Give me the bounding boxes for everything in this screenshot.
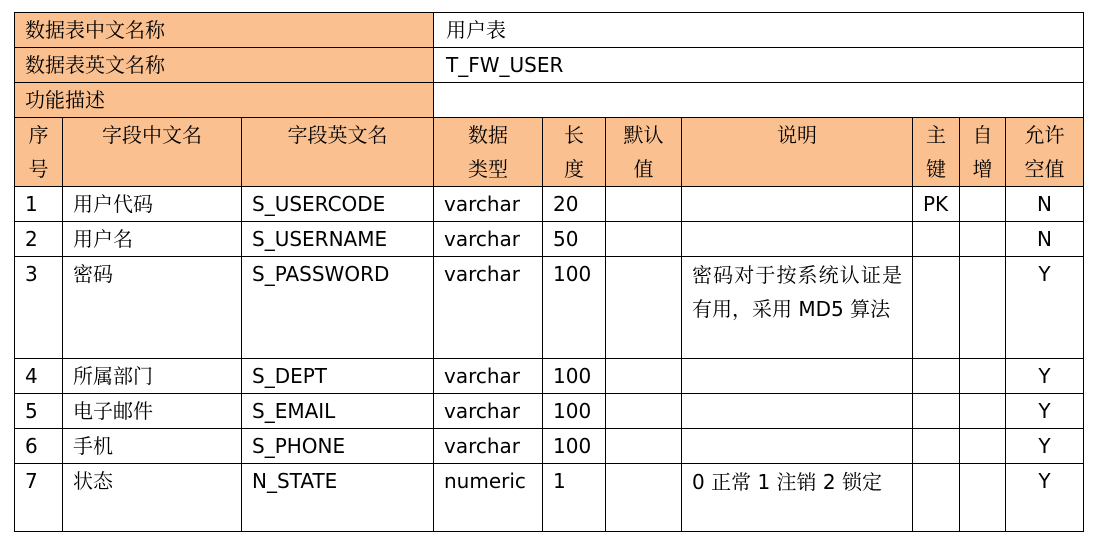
cell-auto: [960, 187, 1006, 222]
cell-default: [606, 394, 682, 429]
cell-default: [606, 359, 682, 394]
cell-pk: [913, 257, 960, 359]
cell-field-cn: 手机: [63, 429, 242, 464]
col-header-auto-line2: 增: [972, 157, 993, 181]
func-value: [434, 83, 1084, 118]
col-header-seq: [15, 118, 63, 187]
cell-field-en: S_USERCODE: [242, 187, 434, 222]
col-header-length: [543, 118, 606, 187]
col-header-field-en: 字段英文名: [242, 118, 434, 187]
cell-pk: [913, 464, 960, 532]
cell-seq: 4: [15, 359, 63, 394]
cell-length: 100: [543, 257, 606, 359]
cell-data-type: varchar: [434, 222, 543, 257]
cell-pk: [913, 429, 960, 464]
cell-nullable: Y: [1006, 464, 1084, 532]
table-row: [15, 394, 1084, 429]
cell-data-type: varchar: [434, 257, 543, 359]
cell-field-cn: 密码: [63, 257, 242, 359]
cell-desc: [682, 394, 913, 429]
cell-field-en: S_PASSWORD: [242, 257, 434, 359]
cell-nullable: N: [1006, 222, 1084, 257]
table-row: [15, 257, 1084, 359]
col-header-nullable: [1006, 118, 1084, 187]
cell-pk: [913, 394, 960, 429]
cell-field-en: N_STATE: [242, 464, 434, 532]
cell-field-cn: 状态: [63, 464, 242, 532]
cell-pk: [913, 222, 960, 257]
cell-pk: PK: [913, 187, 960, 222]
table-row: [15, 222, 1084, 257]
col-header-data-type-line2: 类型: [468, 157, 508, 181]
cell-seq: 2: [15, 222, 63, 257]
cell-nullable: Y: [1006, 359, 1084, 394]
table-row: [15, 359, 1084, 394]
cell-field-en: S_EMAIL: [242, 394, 434, 429]
cell-seq: 7: [15, 464, 63, 532]
en-name-value: T_FW_USER: [434, 48, 1084, 83]
cell-length: 50: [543, 222, 606, 257]
cell-field-en: S_PHONE: [242, 429, 434, 464]
cell-default: [606, 257, 682, 359]
col-header-data-type: [434, 118, 543, 187]
cell-field-cn: 所属部门: [63, 359, 242, 394]
col-header-pk: [913, 118, 960, 187]
col-header-auto: [960, 118, 1006, 187]
cell-data-type: varchar: [434, 394, 543, 429]
cell-field-cn: 电子邮件: [63, 394, 242, 429]
col-header-length-line2: 度: [564, 157, 584, 181]
cell-field-cn: 用户代码: [63, 187, 242, 222]
table-row: [15, 187, 1084, 222]
cell-field-en: S_DEPT: [242, 359, 434, 394]
cell-nullable: N: [1006, 187, 1084, 222]
cell-length: 1: [543, 464, 606, 532]
en-name-label: 数据表英文名称: [15, 48, 434, 83]
cell-default: [606, 464, 682, 532]
cell-desc: [682, 429, 913, 464]
col-header-default-line2: 值: [633, 157, 654, 181]
meta-row-func: [15, 83, 1084, 118]
cell-desc: 密码对于按系统认证是有用，采用 MD5 算法: [682, 257, 913, 359]
cell-data-type: varchar: [434, 187, 543, 222]
func-label: 功能描述: [15, 83, 434, 118]
column-header-row: [15, 118, 1084, 187]
cell-auto: [960, 464, 1006, 532]
col-header-default-line1: 默认: [623, 123, 664, 147]
col-header-field-cn: 字段中文名: [63, 118, 242, 187]
cell-desc: [682, 187, 913, 222]
cell-field-cn: 用户名: [63, 222, 242, 257]
cn-name-value: 用户表: [434, 13, 1084, 48]
cell-auto: [960, 429, 1006, 464]
cn-name-label: 数据表中文名称: [15, 13, 434, 48]
cell-nullable: Y: [1006, 394, 1084, 429]
data-dictionary-table-wrapper: [14, 12, 1084, 532]
cell-length: 100: [543, 429, 606, 464]
col-header-nullable-line2: 空值: [1024, 157, 1065, 181]
col-header-auto-line1: 自: [972, 123, 993, 147]
cell-auto: [960, 222, 1006, 257]
cell-seq: 5: [15, 394, 63, 429]
cell-default: [606, 222, 682, 257]
meta-row-en-name: [15, 48, 1084, 83]
col-header-data-type-line1: 数据: [468, 123, 508, 147]
cell-data-type: varchar: [434, 359, 543, 394]
table-row: [15, 429, 1084, 464]
cell-seq: 6: [15, 429, 63, 464]
col-header-pk-line1: 主: [926, 123, 946, 147]
cell-nullable: Y: [1006, 257, 1084, 359]
cell-default: [606, 429, 682, 464]
cell-auto: [960, 257, 1006, 359]
cell-data-type: numeric: [434, 464, 543, 532]
cell-desc: [682, 359, 913, 394]
cell-desc: [682, 222, 913, 257]
data-dictionary-table: [14, 12, 1084, 532]
col-header-pk-line2: 键: [926, 157, 946, 181]
cell-nullable: Y: [1006, 429, 1084, 464]
col-header-default: [606, 118, 682, 187]
table-row: [15, 464, 1084, 532]
meta-row-cn-name: [15, 13, 1084, 48]
cell-default: [606, 187, 682, 222]
cell-pk: [913, 359, 960, 394]
cell-data-type: varchar: [434, 429, 543, 464]
cell-auto: [960, 359, 1006, 394]
cell-length: 100: [543, 394, 606, 429]
cell-seq: 1: [15, 187, 63, 222]
cell-auto: [960, 394, 1006, 429]
cell-field-en: S_USERNAME: [242, 222, 434, 257]
cell-seq: 3: [15, 257, 63, 359]
cell-desc: 0 正常 1 注销 2 锁定: [682, 464, 913, 532]
col-header-seq-line2: 号: [28, 157, 49, 181]
col-header-nullable-line1: 允许: [1024, 123, 1065, 147]
col-header-seq-line1: 序: [28, 123, 49, 147]
cell-length: 100: [543, 359, 606, 394]
col-header-length-line1: 长: [564, 123, 584, 147]
cell-length: 20: [543, 187, 606, 222]
col-header-desc: 说明: [682, 118, 913, 187]
